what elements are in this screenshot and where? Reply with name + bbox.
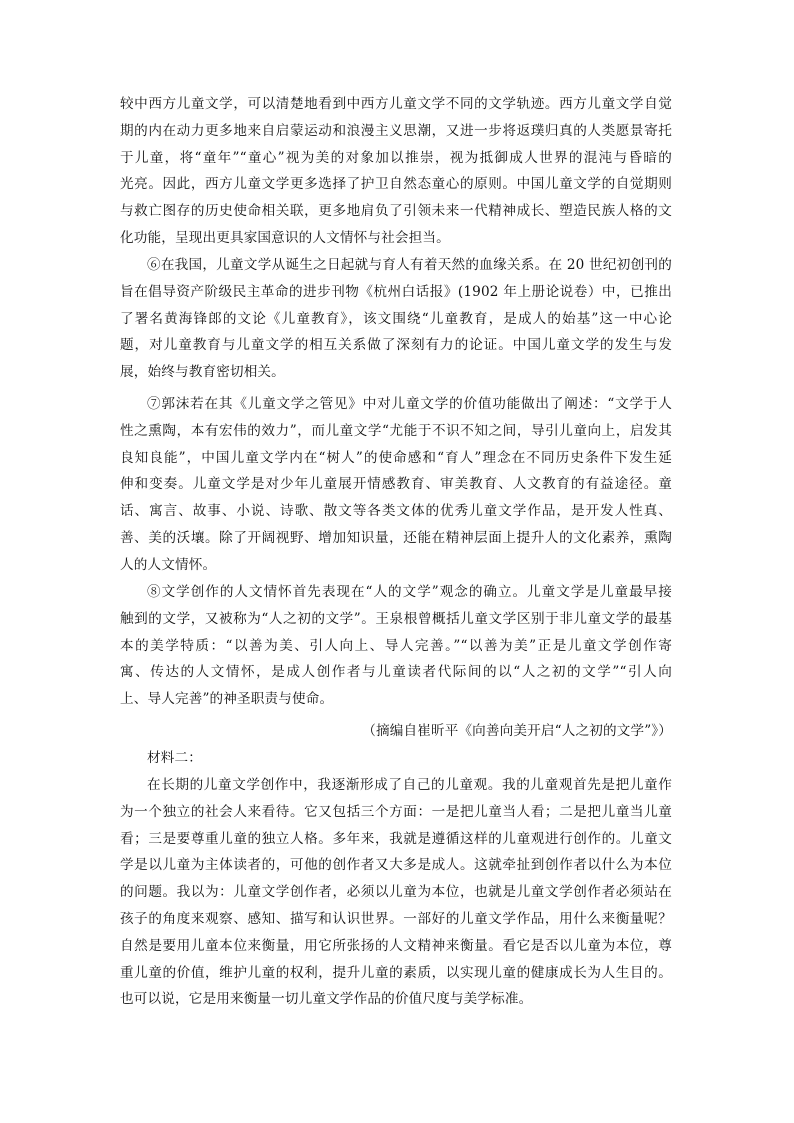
paragraph-8 bbox=[120, 579, 672, 713]
text-line: 与救亡图存的历史使命相关联，更多地肩负了引领未来一代精神成长、塑造民族人格的文 bbox=[120, 203, 672, 220]
text-line: 孩子的角度来观察、感知、描写和认识世界。一部好的儿童文学作品，用什么来衡量呢？ bbox=[120, 910, 672, 927]
text-line: 善、美的沃壤。除了开阔视野、增加知识量，还能在精神层面上提升人的文化素养，熏陶 bbox=[120, 529, 672, 546]
text-line: 为一个独立的社会人来看待。它又包括三个方面：一是把儿童当人看；二是把儿童当儿童 bbox=[120, 803, 672, 820]
text-line: 学是以儿童为主体读者的，可他的创作者又大多是成人。这就牵扯到创作者以什么为本位 bbox=[120, 857, 672, 874]
text-line: 伸和变奏。儿童文学是对少年儿童展开情感教育、审美教育、人文教育的有益途径。童 bbox=[120, 476, 672, 493]
text-line: 了署名黄海锋郎的文论《儿童教育》，该文围绕“儿童教育，是成人的始基”这一中心论 bbox=[120, 310, 672, 327]
text-line: 题，对儿童教育与儿童文学的相互关系做了深刻有力的论证。中国儿童文学的发生与发 bbox=[120, 337, 672, 354]
text-line: 本的美学特质：“以善为美、引人向上、导人完善。”“以善为美”正是儿童文学创作寄 bbox=[120, 637, 672, 654]
text-line: 期的内在动力更多地来自启蒙运动和浪漫主义思潮，又进一步将返璞归真的人类愿景寄托 bbox=[120, 122, 672, 139]
text-line: 人的人文情怀。 bbox=[120, 556, 217, 573]
text-line: 看；三是要尊重儿童的独立人格。多年来，我就是遵循这样的儿童观进行创作的。儿童文 bbox=[120, 830, 672, 847]
section-heading: 材料二： bbox=[147, 750, 202, 766]
text-line: 自然是要用儿童本位来衡量，用它所张扬的人文精神来衡量。看它是否以儿童为本位，尊 bbox=[120, 937, 672, 954]
text-line: 性之熏陶，本有宏伟的效力”，而儿童文学“尤能于不识不知之间，导引儿童向上，启发其 bbox=[120, 422, 672, 439]
paragraph-continued bbox=[120, 91, 672, 252]
text-line: 较中西方儿童文学，可以清楚地看到中西方儿童文学不同的文学轨迹。西方儿童文学自觉 bbox=[120, 96, 672, 112]
text-line: 展，始终与教育密切相关。 bbox=[120, 364, 285, 381]
text-line: ⑦郭沫若在其《儿童文学之管见》中对儿童文学的价值功能做出了阐述：“文学于人 bbox=[147, 396, 672, 412]
text-line: 旨在倡导资产阶级民主革命的进步刊物《杭州白话报》(1902 年上册论说卷）中，已推出 bbox=[120, 283, 672, 300]
text-line: 于儿童，将“童年”“童心”视为美的对象加以推崇，视为抵御成人世界的混沌与昏暗的 bbox=[120, 149, 672, 166]
text-line: 也可以说，它是用来衡量一切儿童文学作品的价值尺度与美学标准。 bbox=[120, 991, 533, 1008]
citation-text: （摘编自崔昕平《向善向美开启“人之初的文学”》） bbox=[362, 723, 672, 739]
paragraph-6 bbox=[120, 252, 672, 386]
text-line: 良知良能”，中国儿童文学内在“树人”的使命感和“育人”理念在不同历史条件下发生延 bbox=[120, 449, 672, 466]
paragraph-material-2 bbox=[120, 772, 672, 1013]
text-line: 光亮。因此，西方儿童文学更多选择了护卫自然态童心的原则。中国儿童文学的自觉期则 bbox=[120, 176, 672, 193]
text-line: 话、寓言、故事、小说、诗歌、散文等各类文体的优秀儿童文学作品，是开发人性真、 bbox=[120, 503, 672, 520]
text-line: 化功能，呈现出更具家国意识的人文情怀与社会担当。 bbox=[120, 229, 450, 246]
text-line: 上、导人完善”的神圣职责与使命。 bbox=[120, 691, 334, 708]
material-2-heading bbox=[120, 745, 672, 772]
text-line: 的问题。我以为：儿童文学创作者，必须以儿童为本位，也就是儿童文学创作者必须站在 bbox=[120, 884, 672, 901]
text-line: 在长期的儿童文学创作中，我逐渐形成了自己的儿童观。我的儿童观首先是把儿童作 bbox=[147, 777, 672, 793]
paragraph-7 bbox=[120, 391, 672, 579]
text-line: 重儿童的价值，维护儿童的权利，提升儿童的素质，以实现儿童的健康成长为人生目的。 bbox=[120, 964, 672, 981]
text-line: 触到的文学，又被称为“人之初的文学”。王泉根曾概括儿童文学区别于非儿童文学的最基 bbox=[120, 610, 672, 627]
text-line: ⑧文学创作的人文情怀首先表现在“人的文学”观念的确立。儿童文学是儿童最早接 bbox=[147, 584, 672, 600]
text-line: 寓、传达的人文情怀，是成人创作者与儿童读者代际间的以“人之初的文学”“引人向 bbox=[120, 664, 672, 681]
source-citation bbox=[120, 718, 672, 745]
text-line: ⑥在我国，儿童文学从诞生之日起就与育人有着天然的血缘关系。在 20 世纪初创刊的 bbox=[147, 257, 672, 273]
